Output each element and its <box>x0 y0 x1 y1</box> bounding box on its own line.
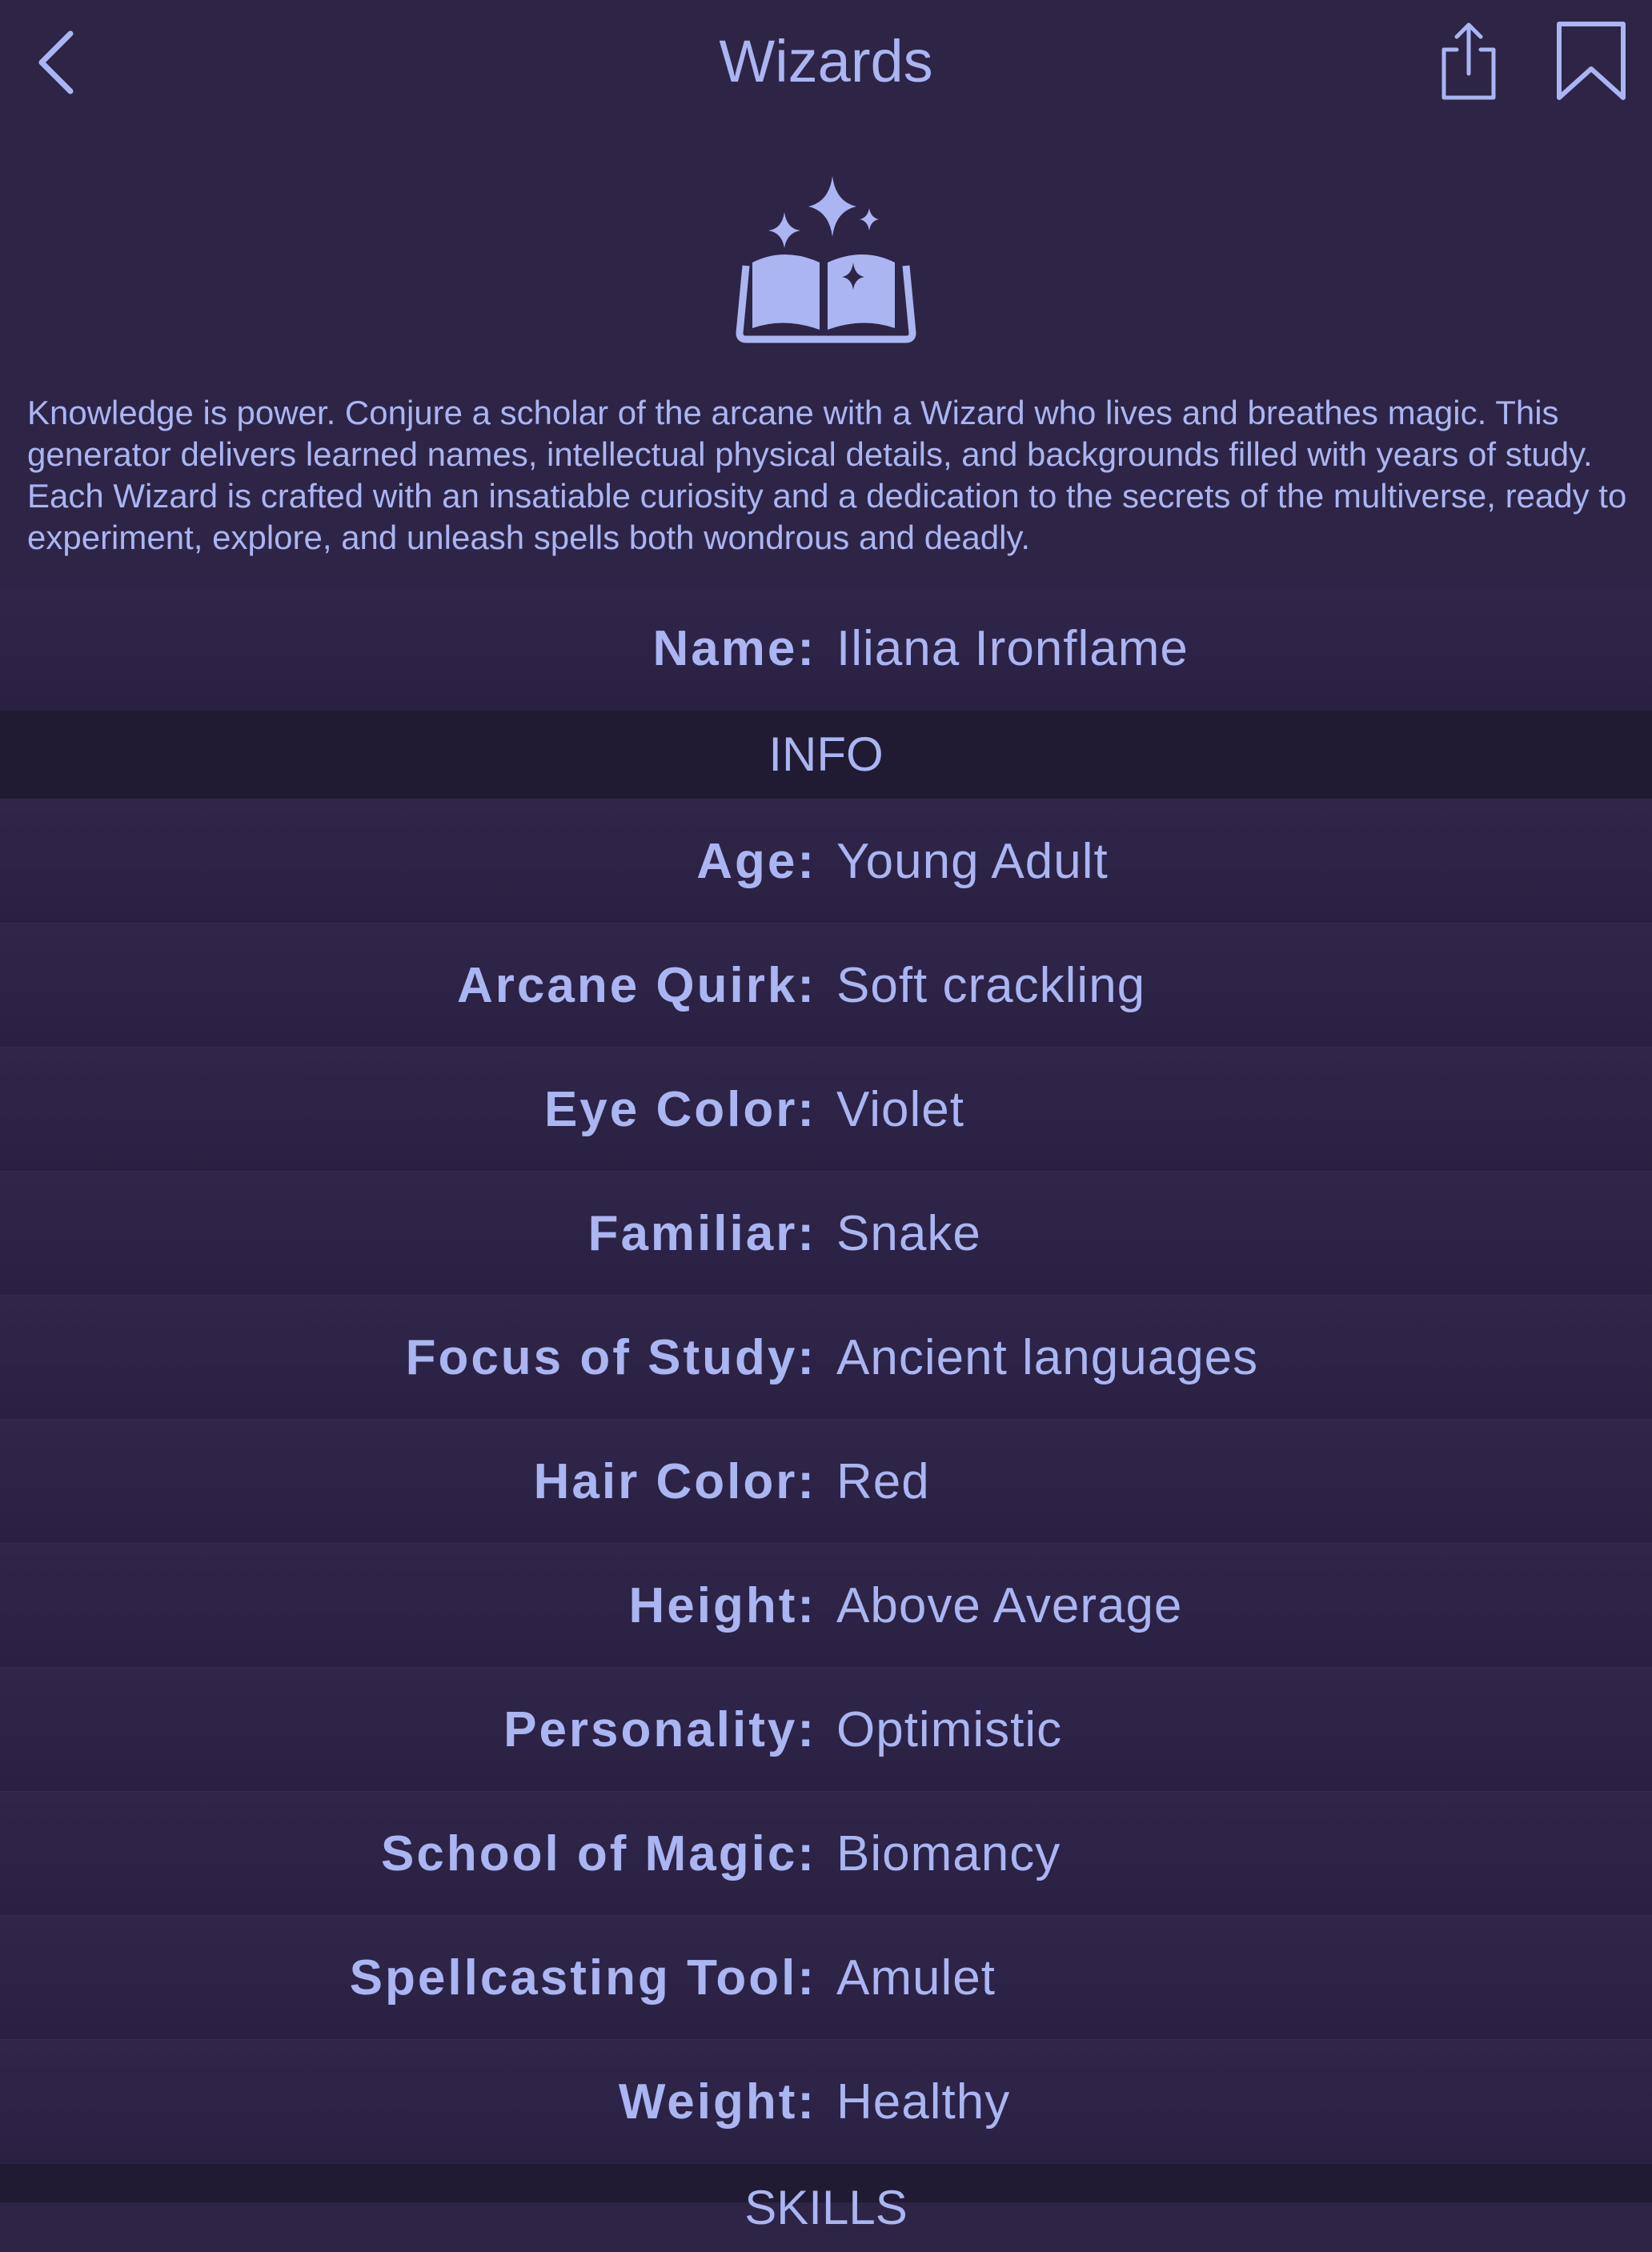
info-value[interactable]: Snake <box>836 1206 981 1261</box>
section-header-skills: SKILLS <box>0 2164 1652 2202</box>
info-label: Age: <box>696 834 816 889</box>
info-row-weight <box>0 2039 1652 2163</box>
info-row-focus-of-study <box>0 1295 1652 1419</box>
share-icon <box>1433 19 1505 104</box>
bookmark-icon <box>1553 19 1630 102</box>
navigation-bar <box>0 0 1652 123</box>
info-row-familiar <box>0 1171 1652 1295</box>
info-value[interactable]: Ancient languages <box>836 1330 1259 1385</box>
section-header-info: INFO <box>0 711 1652 799</box>
bookmark-button[interactable] <box>1553 19 1630 106</box>
description-text: Knowledge is power. Conjure a scholar of the arcane with a Wizard who lives and breathes magic. This generator delivers learned names, intellectual physical details, and backgrounds filled with years of study. Each Wizard is crafted with an insatiable curiosity and a dedication to the secrets of the multiverse, ready to experiment, explore, and unleash spells both wondrous and deadly. <box>27 394 1627 556</box>
magic-book-icon <box>736 168 916 344</box>
info-label: Arcane Quirk: <box>456 958 816 1013</box>
info-label: Weight: <box>618 2074 816 2130</box>
info-label: Familiar: <box>587 1206 816 1261</box>
info-row-school-of-magic <box>0 1791 1652 1915</box>
info-value[interactable]: Red <box>836 1454 930 1509</box>
info-value[interactable]: Healthy <box>836 2074 1011 2130</box>
name-row <box>0 587 1652 711</box>
info-value[interactable]: Biomancy <box>836 1826 1061 1881</box>
name-label: Name: <box>652 621 816 676</box>
info-label: Personality: <box>503 1702 816 1757</box>
info-row-personality <box>0 1667 1652 1791</box>
info-label: School of Magic: <box>381 1826 816 1881</box>
hero-section <box>0 168 1652 352</box>
info-value[interactable]: Soft crackling <box>836 958 1146 1013</box>
info-row-age <box>0 799 1652 923</box>
info-row-spellcasting-tool <box>0 1915 1652 2039</box>
info-value[interactable]: Violet <box>836 1082 964 1137</box>
info-row-arcane-quirk <box>0 923 1652 1047</box>
info-row-height <box>0 1543 1652 1667</box>
info-value[interactable]: Above Average <box>836 1578 1183 1633</box>
info-value[interactable]: Amulet <box>836 1950 996 2006</box>
info-label: Hair Color: <box>533 1454 816 1509</box>
share-button[interactable] <box>1433 19 1505 108</box>
name-value[interactable]: Iliana Ironflame <box>836 621 1189 676</box>
info-row-hair-color <box>0 1419 1652 1543</box>
info-label: Eye Color: <box>543 1082 816 1137</box>
info-label: Spellcasting Tool: <box>349 1950 816 2006</box>
page-title: Wizards <box>719 28 933 94</box>
info-value[interactable]: Optimistic <box>836 1702 1063 1757</box>
info-label: Focus of Study: <box>405 1330 816 1385</box>
info-value[interactable]: Young Adult <box>836 834 1109 889</box>
info-label: Height: <box>628 1578 816 1633</box>
info-row-eye-color <box>0 1047 1652 1171</box>
